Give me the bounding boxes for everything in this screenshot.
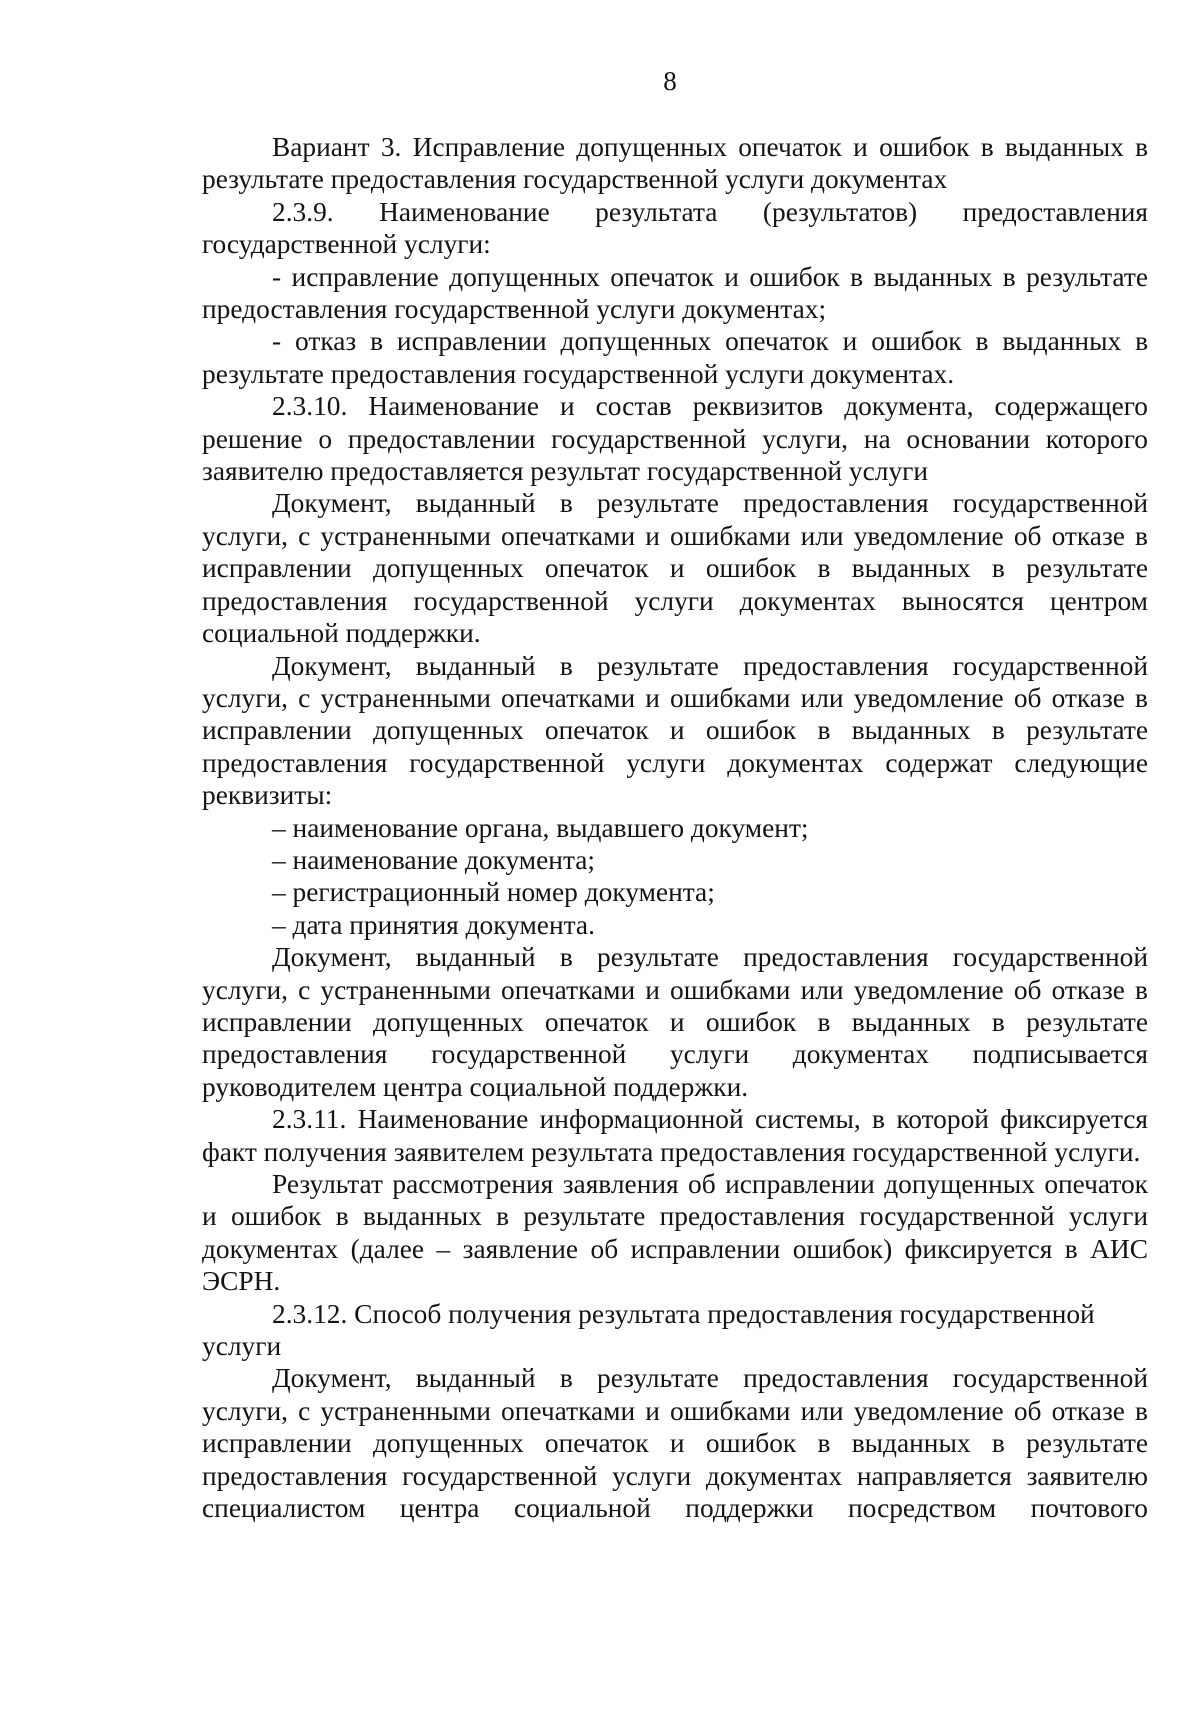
variant-heading: Вариант 3. Исправление допущенных опечаток и ошибок в выданных в результате предоставления государственной услуги документах [202, 132, 1148, 195]
section-2-3-12-heading: 2.3.12. Способ получения результата предоставления государственной услуги [202, 1298, 1095, 1362]
section-2-3-9-heading: 2.3.9. Наименование результата (результатов) предоставления государственной услуги: [202, 196, 1148, 260]
result-item-refusal: - отказ в исправлении допущенных опечаток и ошибок в выданных в результате предоставления государственной услуги документах. [202, 326, 1148, 389]
paragraph-sent-to-applicant: Документ, выданный в результате предоставления государственной услуги, с устраненными опечатками и ошибками или уведомление об отказе в исправлении допущенных опечаток и ошибок в выданных в результате предоставления государственной услуги документах направляется заявителю специалистом центра социальной поддержки посредством почтового [202, 1363, 1148, 1524]
paragraph-signed-by-head: Документ, выданный в результате предоставления государственной услуги, с устраненными опечатками и ошибками или уведомление об отказе в исправлении допущенных опечаток и ошибок в выданных в результате предоставления государственной услуги документах подписывается руководителем центра социальной поддержки. [202, 942, 1148, 1102]
requisite-item-registration-number: – регистрационный номер документа; [272, 877, 715, 908]
document-body [202, 131, 1148, 1524]
result-item-correction: - исправление допущенных опечаток и ошибок в выданных в результате предоставления государственной услуги документах; [202, 261, 1148, 325]
section-2-3-11-heading: 2.3.11. Наименование информационной системы, в которой фиксируется факт получения заявителем результата предоставления государственной услуги. [202, 1104, 1148, 1167]
paragraph-recorded-in-ais: Результат рассмотрения заявления об исправлении допущенных опечаток и ошибок в выданных в результате предоставления государственной услуги документах (далее – заявление об исправлении ошибок) фиксируется в АИС ЭСРН. [202, 1169, 1148, 1297]
requisite-item-document-name: – наименование документа; [272, 844, 596, 875]
paragraph-requisites-intro: Документ, выданный в результате предоставления государственной услуги, с устраненными опечатками и ошибками или уведомление об отказе в исправлении допущенных опечаток и ошибок в выданных в результате предоставления государственной услуги документах содержат следующие реквизиты: [202, 650, 1148, 811]
page-number: 8 [663, 66, 677, 96]
section-2-3-10-heading: 2.3.10. Наименование и состав реквизитов документа, содержащего решение о предоставлении государственной услуги, на основании которого заявителю предоставляется результат государственной услуги [202, 391, 1148, 487]
requisite-item-issuing-body: – наименование органа, выдавшего документ; [272, 812, 809, 843]
requisite-item-adoption-date: – дата принятия документа. [272, 909, 595, 940]
paragraph-issued-by-center: Документ, выданный в результате предоставления государственной услуги, с устраненными опечатками и ошибками или уведомление об отказе в исправлении допущенных опечаток и ошибок в выданных в результате предоставления государственной услуги документах выносятся центром социальной поддержки. [202, 488, 1148, 649]
